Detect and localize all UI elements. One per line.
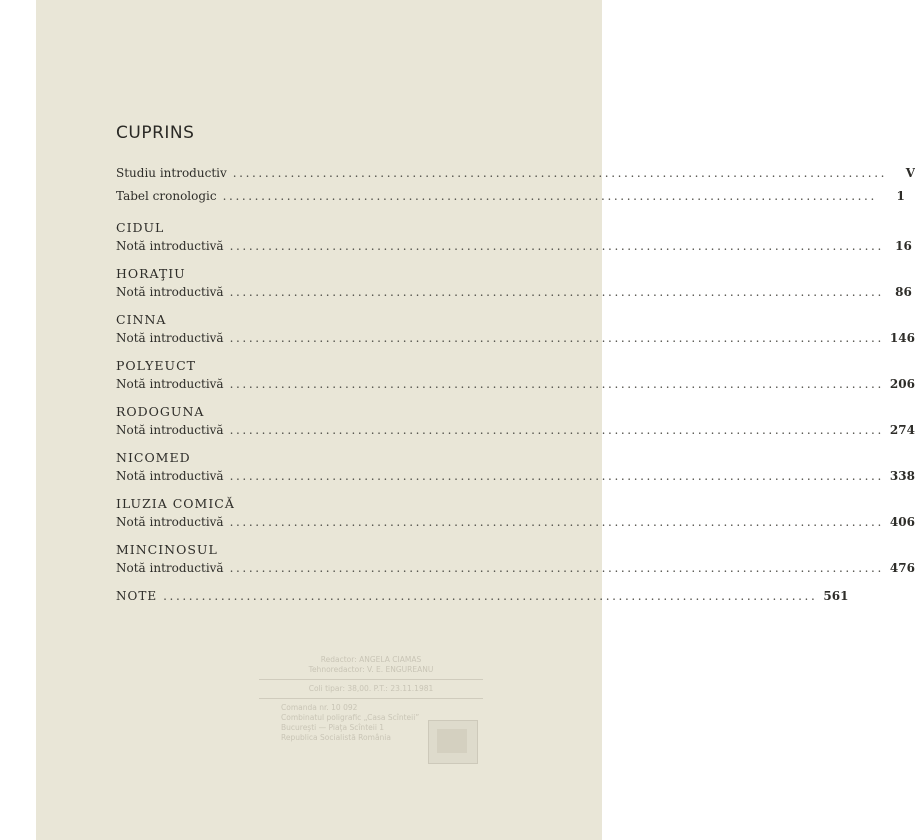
toc-section — [116, 403, 915, 440]
toc-entry — [116, 329, 915, 348]
play-heading: CIDUL — [116, 220, 165, 235]
leader-dots: ...................................................................................................... — [163, 589, 818, 603]
toc-section — [116, 449, 915, 486]
imprint-line: Redactor: ANGELA CIAMAS — [320, 655, 422, 664]
toc-page-number: 146 — [889, 331, 915, 345]
toc-entry — [116, 283, 912, 302]
leader-dots: ...................................................................................................... — [229, 377, 884, 391]
play-heading: ILUZIA COMICĂ — [116, 496, 235, 511]
toc-entry-label: Notă introductivă — [116, 561, 224, 575]
book-page — [36, 0, 915, 840]
toc-section — [116, 357, 915, 394]
imprint-line: Comanda nr. 10 092 — [281, 703, 358, 712]
toc-section-note — [116, 587, 849, 606]
imprint-line: Republica Socialistă România — [281, 733, 391, 742]
toc-entry — [116, 375, 915, 394]
toc-section — [116, 311, 915, 348]
toc-section — [116, 265, 912, 302]
imprint-line: Coli tipar: 38,00. P.T.: 23.11.1981 — [308, 684, 434, 693]
leader-dots: ...................................................................................................... — [232, 166, 888, 180]
toc-page-number: 561 — [823, 589, 849, 603]
toc-entry-label: Tabel cronologic — [116, 189, 217, 203]
toc-entry — [116, 513, 915, 532]
table-of-contents — [116, 164, 915, 615]
toc-entry-label: Notă introductivă — [116, 515, 224, 529]
toc-page-number: 274 — [889, 423, 915, 437]
toc-entry — [116, 559, 915, 578]
play-heading: NICOMED — [116, 450, 191, 465]
leader-dots: ...................................................................................................... — [229, 561, 884, 575]
toc-entry-label: Notă introductivă — [116, 377, 224, 391]
toc-entry-label: Notă introductivă — [116, 469, 224, 483]
leader-dots: ...................................................................................................... — [229, 423, 884, 437]
toc-page-number: 1 — [896, 189, 905, 203]
toc-page-number: 338 — [889, 469, 915, 483]
imprint-line: Bucureşti — Piaţa Scînteii 1 — [281, 723, 385, 732]
toc-entry-label: Notă introductivă — [116, 423, 224, 437]
leader-dots: ...................................................................................................... — [222, 189, 877, 203]
leader-dots: ...................................................................................................... — [229, 515, 884, 529]
toc-page-number: 86 — [895, 285, 912, 299]
leader-dots: ...................................................................................................... — [229, 469, 884, 483]
play-heading: RODOGUNA — [116, 404, 205, 419]
leader-dots: ...................................................................................................... — [229, 239, 884, 253]
imprint-line: Tehnoredactor: V. E. ENGUREANU — [308, 665, 434, 674]
toc-entry-label: NOTE — [116, 589, 158, 603]
toc-entry-label: Notă introductivă — [116, 331, 224, 345]
play-heading: POLYEUCT — [116, 358, 196, 373]
toc-entry-tabel — [116, 187, 905, 206]
toc-page-number: 206 — [889, 377, 915, 391]
toc-entry-label: Studiu introductiv — [116, 166, 227, 180]
leader-dots: ...................................................................................................... — [229, 285, 884, 299]
toc-entry-label: Notă introductivă — [116, 285, 224, 299]
toc-entry-note — [116, 587, 849, 606]
toc-page-number: 16 — [895, 239, 912, 253]
play-heading: MINCINOSUL — [116, 542, 218, 557]
page-title: CUPRINS — [116, 123, 195, 143]
imprint-divider — [259, 679, 483, 680]
play-heading: HORAŢIU — [116, 266, 186, 281]
toc-entry — [116, 467, 915, 486]
toc-front-matter — [116, 164, 915, 206]
printer-logo — [428, 720, 478, 764]
toc-section — [116, 495, 915, 532]
printer-logo-mark — [437, 729, 467, 753]
toc-page-number: V — [905, 166, 915, 180]
toc-entry-label: Notă introductivă — [116, 239, 224, 253]
toc-entry — [116, 237, 912, 256]
imprint-line: Combinatul poligrafic „Casa Scînteii” — [281, 713, 420, 722]
leader-dots: ...................................................................................................... — [229, 331, 884, 345]
toc-section — [116, 541, 915, 578]
toc-entry-studiu — [116, 164, 915, 183]
toc-entry — [116, 421, 915, 440]
toc-page-number: 476 — [889, 561, 915, 575]
imprint-divider — [259, 698, 483, 699]
toc-section — [116, 219, 912, 256]
toc-page-number: 406 — [889, 515, 915, 529]
play-heading: CINNA — [116, 312, 167, 327]
